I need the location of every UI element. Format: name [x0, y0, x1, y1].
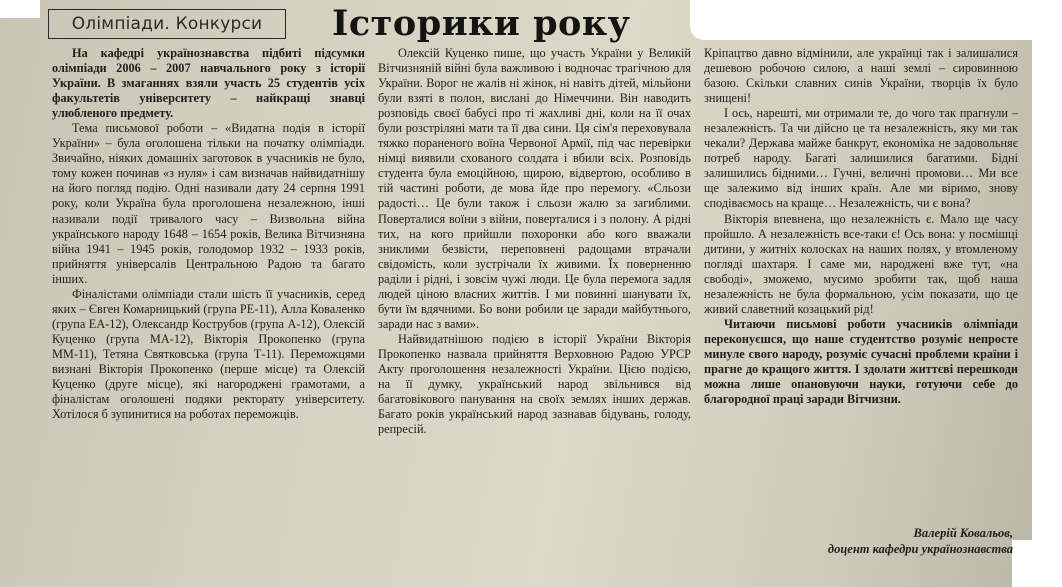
author-title: доцент кафедри українознавства: [827, 542, 1013, 556]
article-conclusion: Читаючи письмові роботи учасників олімпіади переконуєшся, що наше студентство розуміє непросте минуле свого народу, розуміє сучасні проблеми країни і прагне до кращого життя. І здолати життєві перешкоди можна лише опановуючи науки, готуючи себе до благородної праці заради Вітчизни.: [704, 316, 1018, 407]
article-paragraph: Тема письмової роботи – «Видатна подія в історії України» – була оголошена тільки на початку олімпіади. Звичайно, ніяких домашніх заготовок в учасників не було, тому кожен починав «з нуля» і сам визначав найвидатнішу на його погляд подію. Одні називали дату 24 серпня 1991 року, коли Україна була проголошена незалежною, інші називали події тривалого часу – Визвольна війна українського народу 1648 – 1654 років, Велика Вітчизняна війна 1941 – 1945 років, голодомор 1932 – 1933 років, прийняття універсалів Центральною Радою та багато інших.: [52, 121, 365, 286]
whiteout-top-right: [690, 0, 1062, 40]
whiteout-right-edge: [1032, 30, 1062, 587]
article-column-3: [704, 46, 1018, 407]
article-paragraph: Кріпацтво давно відмінили, але українці так і залишалися дешевою робочою силою, а наші землі – сировинною базою. Скільки славних синів України, творців їх було знищені!: [704, 46, 1018, 106]
article-paragraph: Вікторія впевнена, що незалежність є. Мало ще часу пройшло. А незалежність все-таки є! Ось вона: у посмішці дитини, у житніх колосках на наших полях, у втомленому погляді шахтаря. І саме ми, народжені вже тут, «на свободі», зможемо, мусимо зробити так, щоб наша незалежність не була формальною, усім показати, що це живий славетний козацький рід!: [704, 211, 1018, 316]
author-name: Валерій Ковальов,: [913, 526, 1013, 540]
article-paragraph: Фіналістами олімпіади стали шість її учасників, серед яких – Євген Комарницький (група РЕ-11), Алла Коваленко (група ЕА-12), Олександр Кострубов (група А-12), Олексій Куценко (група МА-12), Вікторія Прокопенко (група ММ-11), Тетяна Святковська (група Т-11). Переможцями визнані Вікторія Прокопенко (перше місце) та Олексій Куценко (друге місце), які нагороджені грамотами, а фіналістам оголошені подяки ректорату університету. Хотілося б зупинитися на роботах переможців.: [52, 286, 365, 422]
section-label: Олімпіади. Конкурси: [48, 9, 286, 39]
article-lead: На кафедрі українознавства підбиті підсумки олімпіади 2006 – 2007 навчального року з історії України. В змаганнях взяли участь 25 студентів усіх факультетів університету – найкращі знавці улюбленого предмету.: [52, 46, 365, 121]
article-paragraph: Олексій Куценко пише, що участь України у Великій Вітчизняній війні була важливою і водночас трагічною для України. Ворог не жалів ні жінок, ні навіть дітей, мільйони були взяті в полон, вислані до Німеччини. Він наводить розповідь своєї бабусі про ті жахливі дні, коли на її очах були розстріляні мати та її два сини. Ця сім'я переховувала тяжко пораненого воїна Червоної Армії, під час перевірки німці виявили схованого солдата і вбили всіх. Розповідь студента була емоційною, щирою, відвертою, особливо в тій частині роботи, де мова йде про перемогу. «Сльози радості… Це були також і сльози жалю за загиблими. Поверталися воїни з війни, поверталися і з полону. А рідні тих, на кого прийшли похоронки або кого вважали зниклими безвісти, переповнені радощами втрачали свідомість, коли зустрічали їх живими. Їх поверненню раділи і рідні, і зовсім чужі люди. Це була перемога задля людей ціною власних життів. І ми повинні шанувати їх, бути їм вдячними. Бо вони робили це заради майбутнього, заради нас з вами».: [378, 46, 691, 331]
article-paragraph: Найвидатнішою подією в історії України Вікторія Прокопенко назвала прийняття Верховною Радою УРСР Акту проголошення незалежності України. Цією подією, на її думку, український народ звільнився від багатовікового панування на своїх землях інших держав. Багато років український народ зазнавав бідувань, голоду, репресій.: [378, 331, 691, 437]
article-column-2: [378, 46, 691, 437]
article-headline: Історики року: [332, 3, 631, 44]
article-paragraph: І ось, нарешті, ми отримали те, до чого так прагнули – незалежність. Та чи дійсно це та незалежність, яку ми так чекали? Держава майже банкрут, економіка не задовольняє потреб народу. Багаті залишилися багатими. Бідні залишились бідними… Гучні, величні промови… Ми все ще залежимо від інших країн. Але ми віримо, знову сподіваємось на краще… Незалежність, чи є вона?: [704, 106, 1018, 211]
article-column-1: [52, 46, 365, 422]
whiteout-bottom-right: [1012, 540, 1062, 587]
whiteout-corner: [0, 0, 40, 18]
